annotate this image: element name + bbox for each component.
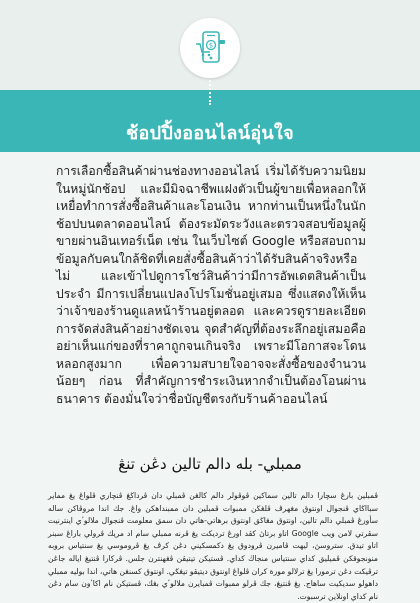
icon-badge — [180, 18, 240, 78]
jawi-body: ڤمبلين بارڠ سچارا دالم تالين سماكين ڤوڤولر دالم كالڠن ڤمبلي دان ڤرداڬڠ ڤنچاري ڤلواڠ يڠ مماير سبااڬاي ڤنجوال اونتوق مڠهرڤ ڤلڠڬن ممبوات ڤمبلين دان ممبنداهكن واڠ. جك اندا مروڤاكن ساله سأورڠ ڤمبلي دالم تالين، اونتوق مڠاڬق اونتوق برهاتي-هاتي دان سمق معلومت ڤنجوال ملالوٴي اينترنيت سڤرتي لامن ويب Google اتاو برتاڽ كڤد اورڠ ترديكت يڠ ڤرنه ممبلي سام اد مريك ڤرولي باراڠ سبنر اتاو تيدق. ستروسڽ، ليهت ڤاميرن ڤرودوق يڠ دكمسكيني دڠن كرڤ يڠ ڤروموسي يڠ سنتياس بروبه منونجوقكن ڤميليق كداي سنتياس منجاڬ كداي. ڤستيكن تيتيڤن ڤڠهنترن جلس. ڤركارا ڤنتيڠ اياله جاڠن ترڤيكت دڠن ترمورا يڠ ترلالو مورة كران ڤلواڠ اونتوق ديتيڤو تيڠڬي. اونتوق كسنڠن هاتي، اندا بوليه ممبلي داهولو سديكيت ساهاج. يڠ ڤنتيڠ، جك ڤرلو ممبوات ڤمبايرن ملالوٴي بڠك، ڤستيكن نام اكاٴون سام دڠن نام كداي اونلاين ترسبوت. — [48, 491, 378, 601]
page-title: ช้อปปิ้งออนไลน์อุ่นใจ — [126, 123, 294, 144]
mobile-shopping-icon — [194, 30, 226, 66]
svg-text:$: $ — [208, 41, 214, 50]
article-body: การเลือกซื้อสินค้าผ่านช่องทางออนไลน์ เริ่มได้รับความนิยมในหมู่นักช้อป และมีมิจฉาชีพแฝงตัวเป็นผู้ขายเพื่อหลอกให้เหยื่อทำการสั่งซื้อสินค้าและโอนเงิน หากท่านเป็นหนึ่งในนักช้อปบนตลาดออนไลน์ ต้องระมัดระวังและตรวจสอบข้อมูลผู้ขายผ่านอินเทอร์เน็ต เช่น ในเว็บไซต์ Google หรือสอบถามข้อมูลกับคนใกล้ชิดที่เคยสั่งซื้อสินค้าว่าได้รับสินค้าจริงหรือไม่ และเข้าไปดูการโชว์สินค้าว่ามีการอัพเดตสินค้าเป็นประจำ มีการเปลี่ยนแปลงโปรโมชั่นอยู่เสมอ ซึ่งแสดงให้เห็นว่าเจ้าของร้านดูแลหน้าร้านอยู่ตลอด และควรดูรายละเอียดการจัดส่งสินค้าอย่างชัดเจน จุดสำคัญที่ต้องระลึกอยู่เสมอคือ อย่าเห็นแก่ของที่ราคาถูกจนเกินจริง เพราะมีโอกาสจะโดนหลอกสูงมาก เพื่อความสบายใจอาจจะสั่งซื้อของจำนวนน้อยๆ ก่อน ที่สำคัญการชำระเงินหากจำเป็นต้องโอนผ่านธนาคาร ต้องมั่นใจว่าชื่อบัญชีตรงกับร้านค้าออนไลน์ — [56, 164, 366, 406]
jawi-title: ممبلي- بله دالم تالين دڠن تنڠ — [118, 455, 302, 473]
